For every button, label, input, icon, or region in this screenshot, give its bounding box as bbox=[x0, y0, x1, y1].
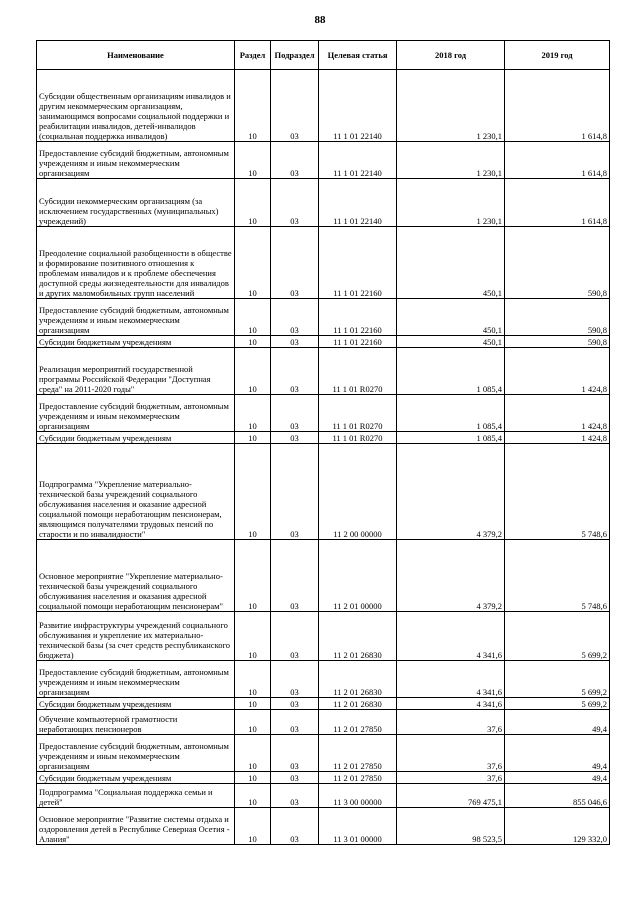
row-subsection: 03 bbox=[271, 348, 319, 395]
row-name: Субсидии бюджетным учреждениям bbox=[37, 432, 235, 444]
row-name: Субсидии бюджетным учреждениям bbox=[37, 336, 235, 348]
row-section: 10 bbox=[235, 784, 271, 808]
row-2019: 590,8 bbox=[505, 299, 610, 336]
row-2018: 1 085,4 bbox=[397, 432, 505, 444]
row-subsection: 03 bbox=[271, 612, 319, 661]
row-article: 11 2 01 27850 bbox=[319, 772, 397, 784]
header-section: Раздел bbox=[235, 41, 271, 70]
row-2019: 49,4 bbox=[505, 735, 610, 772]
row-name: Предоставление субсидий бюджетным, автономным учреждениям и иным некоммерческим организациям bbox=[37, 661, 235, 698]
row-name: Субсидии некоммерческим организациям (за исключением государственных (муниципальных) учреждений) bbox=[37, 179, 235, 227]
table-row bbox=[37, 299, 610, 336]
row-subsection: 03 bbox=[271, 661, 319, 698]
row-2018: 1 230,1 bbox=[397, 179, 505, 227]
row-subsection: 03 bbox=[271, 710, 319, 735]
row-name: Предоставление субсидий бюджетным, автономным учреждениям и иным некоммерческим организациям bbox=[37, 142, 235, 179]
table-row bbox=[37, 142, 610, 179]
row-2018: 4 341,6 bbox=[397, 661, 505, 698]
row-2018: 37,6 bbox=[397, 772, 505, 784]
row-2019: 5 699,2 bbox=[505, 612, 610, 661]
row-subsection: 03 bbox=[271, 395, 319, 432]
row-section: 10 bbox=[235, 70, 271, 142]
row-article: 11 3 01 00000 bbox=[319, 808, 397, 845]
row-section: 10 bbox=[235, 227, 271, 299]
table-row bbox=[37, 227, 610, 299]
table-row bbox=[37, 661, 610, 698]
row-section: 10 bbox=[235, 142, 271, 179]
header-article: Целевая статья bbox=[319, 41, 397, 70]
row-article: 11 1 01 R0270 bbox=[319, 395, 397, 432]
row-article: 11 1 01 22160 bbox=[319, 336, 397, 348]
table-row bbox=[37, 698, 610, 710]
row-name: Подпрограмма "Социальная поддержка семьи и детей" bbox=[37, 784, 235, 808]
row-subsection: 03 bbox=[271, 432, 319, 444]
row-section: 10 bbox=[235, 698, 271, 710]
row-article: 11 1 01 R0270 bbox=[319, 432, 397, 444]
row-2018: 450,1 bbox=[397, 336, 505, 348]
row-2018: 4 379,2 bbox=[397, 444, 505, 540]
row-article: 11 1 01 22140 bbox=[319, 179, 397, 227]
row-subsection: 03 bbox=[271, 299, 319, 336]
row-subsection: 03 bbox=[271, 336, 319, 348]
row-subsection: 03 bbox=[271, 808, 319, 845]
row-2019: 1 614,8 bbox=[505, 179, 610, 227]
row-2019: 5 699,2 bbox=[505, 698, 610, 710]
row-2018: 1 085,4 bbox=[397, 348, 505, 395]
row-article: 11 1 01 R0270 bbox=[319, 348, 397, 395]
header-name: Наименование bbox=[37, 41, 235, 70]
row-section: 10 bbox=[235, 444, 271, 540]
row-article: 11 2 00 00000 bbox=[319, 444, 397, 540]
row-section: 10 bbox=[235, 336, 271, 348]
row-name: Основное мероприятие "Укрепление материально-технической базы учреждений социального обслуживания населения и оказания адресной социальной помощи неработающим пенсионерам" bbox=[37, 540, 235, 612]
table-row bbox=[37, 612, 610, 661]
row-name: Подпрограмма "Укрепление материально-технической базы учреждений социального обслуживания населения и оказание адресной социальной помощи неработающим пенсионерам, являющимся получателями трудовых пенсий по старости и по инвалидности" bbox=[37, 444, 235, 540]
row-2018: 1 230,1 bbox=[397, 70, 505, 142]
row-article: 11 2 01 26830 bbox=[319, 612, 397, 661]
row-2019: 49,4 bbox=[505, 772, 610, 784]
row-section: 10 bbox=[235, 299, 271, 336]
table-body bbox=[37, 70, 610, 845]
row-article: 11 3 00 00000 bbox=[319, 784, 397, 808]
table-header bbox=[37, 41, 610, 70]
row-name: Субсидии бюджетным учреждениям bbox=[37, 698, 235, 710]
row-name: Предоставление субсидий бюджетным, автономным учреждениям и иным некоммерческим организациям bbox=[37, 395, 235, 432]
row-name: Развитие инфраструктуры учреждений социального обслуживания и укрепление их материально-технической базы (за счет средств республиканского бюджета) bbox=[37, 612, 235, 661]
row-2018: 769 475,1 bbox=[397, 784, 505, 808]
row-subsection: 03 bbox=[271, 784, 319, 808]
row-2019: 1 614,8 bbox=[505, 70, 610, 142]
row-2018: 1 230,1 bbox=[397, 142, 505, 179]
row-article: 11 1 01 22140 bbox=[319, 142, 397, 179]
header-subsection: Подраздел bbox=[271, 41, 319, 70]
row-section: 10 bbox=[235, 395, 271, 432]
table-row bbox=[37, 540, 610, 612]
row-2019: 855 046,6 bbox=[505, 784, 610, 808]
table-row bbox=[37, 348, 610, 395]
table-row bbox=[37, 444, 610, 540]
row-2018: 1 085,4 bbox=[397, 395, 505, 432]
row-2018: 98 523,5 bbox=[397, 808, 505, 845]
table-row bbox=[37, 336, 610, 348]
row-name: Реализация мероприятий государственной программы Российской Федерации "Доступная среда" на 2011-2020 годы" bbox=[37, 348, 235, 395]
page-number: 88 bbox=[314, 14, 326, 26]
row-subsection: 03 bbox=[271, 698, 319, 710]
row-2018: 450,1 bbox=[397, 299, 505, 336]
row-2019: 5 748,6 bbox=[505, 540, 610, 612]
row-section: 10 bbox=[235, 808, 271, 845]
row-2019: 590,8 bbox=[505, 336, 610, 348]
table-row bbox=[37, 784, 610, 808]
table-row bbox=[37, 735, 610, 772]
table-row bbox=[37, 179, 610, 227]
row-subsection: 03 bbox=[271, 227, 319, 299]
row-section: 10 bbox=[235, 540, 271, 612]
row-section: 10 bbox=[235, 772, 271, 784]
row-2018: 4 341,6 bbox=[397, 698, 505, 710]
row-subsection: 03 bbox=[271, 772, 319, 784]
row-name: Предоставление субсидий бюджетным, автономным учреждениям и иным некоммерческим организациям bbox=[37, 735, 235, 772]
row-subsection: 03 bbox=[271, 142, 319, 179]
row-article: 11 2 01 27850 bbox=[319, 735, 397, 772]
row-2019: 5 699,2 bbox=[505, 661, 610, 698]
row-2018: 37,6 bbox=[397, 735, 505, 772]
row-2018: 450,1 bbox=[397, 227, 505, 299]
row-article: 11 2 01 26830 bbox=[319, 698, 397, 710]
row-section: 10 bbox=[235, 179, 271, 227]
header-2019: 2019 год bbox=[505, 41, 610, 70]
row-subsection: 03 bbox=[271, 735, 319, 772]
row-subsection: 03 bbox=[271, 444, 319, 540]
row-name: Основное мероприятие "Развитие системы отдыха и оздоровления детей в Республике Северная Осетия - Алания" bbox=[37, 808, 235, 845]
row-section: 10 bbox=[235, 735, 271, 772]
row-section: 10 bbox=[235, 710, 271, 735]
row-subsection: 03 bbox=[271, 540, 319, 612]
header-2018: 2018 год bbox=[397, 41, 505, 70]
row-2018: 4 341,6 bbox=[397, 612, 505, 661]
row-2019: 1 424,8 bbox=[505, 348, 610, 395]
budget-table bbox=[36, 40, 610, 845]
row-name: Субсидии бюджетным учреждениям bbox=[37, 772, 235, 784]
row-article: 11 1 01 22160 bbox=[319, 299, 397, 336]
row-2019: 5 748,6 bbox=[505, 444, 610, 540]
table-row bbox=[37, 432, 610, 444]
row-name: Преодоление социальной разобщенности в обществе и формирование позитивного отношения к проблемам инвалидов и к проблеме обеспечения доступной среды жизнедеятельности для инвалидов и других маломобильных групп населений bbox=[37, 227, 235, 299]
row-article: 11 2 01 00000 bbox=[319, 540, 397, 612]
row-section: 10 bbox=[235, 348, 271, 395]
row-name: Обучение компьютерной грамотности неработающих пенсионеров bbox=[37, 710, 235, 735]
row-2019: 590,8 bbox=[505, 227, 610, 299]
row-2018: 4 379,2 bbox=[397, 540, 505, 612]
row-subsection: 03 bbox=[271, 179, 319, 227]
table-row bbox=[37, 772, 610, 784]
row-section: 10 bbox=[235, 432, 271, 444]
row-2019: 1 614,8 bbox=[505, 142, 610, 179]
row-article: 11 1 01 22140 bbox=[319, 70, 397, 142]
row-section: 10 bbox=[235, 612, 271, 661]
row-subsection: 03 bbox=[271, 70, 319, 142]
table-row bbox=[37, 710, 610, 735]
row-2019: 49,4 bbox=[505, 710, 610, 735]
row-article: 11 2 01 26830 bbox=[319, 661, 397, 698]
row-name: Субсидии общественным организациям инвалидов и другим некоммерческим организациям, занимающимся вопросами социальной поддержки и реабилитации инвалидов, детей-инвалидов (социальная поддержка инвалидов) bbox=[37, 70, 235, 142]
row-article: 11 1 01 22160 bbox=[319, 227, 397, 299]
table-row bbox=[37, 395, 610, 432]
row-section: 10 bbox=[235, 661, 271, 698]
row-2018: 37,6 bbox=[397, 710, 505, 735]
table-row bbox=[37, 808, 610, 845]
row-2019: 1 424,8 bbox=[505, 432, 610, 444]
row-2019: 1 424,8 bbox=[505, 395, 610, 432]
row-article: 11 2 01 27850 bbox=[319, 710, 397, 735]
row-name: Предоставление субсидий бюджетным, автономным учреждениям и иным некоммерческим организациям bbox=[37, 299, 235, 336]
table-row bbox=[37, 70, 610, 142]
row-2019: 129 332,0 bbox=[505, 808, 610, 845]
